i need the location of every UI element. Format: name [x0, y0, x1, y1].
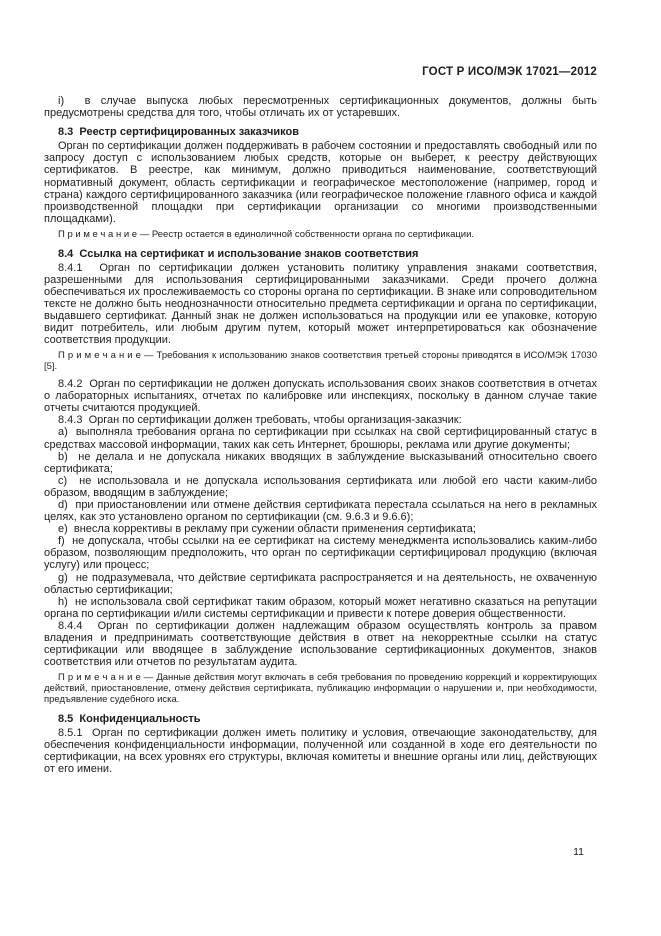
clause-8-4-1-paragraph: 8.4.1 Орган по сертификации должен установить политику управления знаками соответствия, разрешенными для использования сертифицированными заказчиками. Среди прочего должна обеспечиваться их прослеживаемость со стороны органа по сертификации. В знаке или сопроводительном тексте не должно быть неоднозначности относительно предмета сертификации и органа по сертификации, выдавшего сертификат. Данный знак не должен использоваться на продукции или ее упаковке, которую видит потребитель, или любым другим путем, который может интерпретироваться как обозначение соответствия продукции. — [44, 261, 597, 347]
section-8-3-paragraph: Орган по сертификации должен поддерживать в рабочем состоянии и предоставлять свободный или по запросу доступ с использованием любых средств, которые он выберет, к реестру действующих сертификатов. В реестре, как минимум, должно приводиться наименование, соответствующий нормативный документ, область сертификации и географическое местоположение (например, город и страна) каждого сертифицированного заказчика (или географическое положение главного офиса и каждой производственной площадки при сертификации организации со многими производственными площадками). — [44, 140, 597, 225]
page-content — [44, 66, 597, 775]
document-number-header: ГОСТ Р ИСО/МЭК 17021—2012 — [422, 66, 597, 78]
section-8-4-heading: 8.4 Ссылка на сертификат и использование знаков соответствия — [58, 247, 419, 260]
clause-8-5-1-paragraph: 8.5.1 Орган по сертификации должен иметь политику и условия, отвечающие законодательству, для обеспечения конфиденциальности информации, полученной или созданной в ходе его деятельности по сертификации, на всех уровнях его структуры, включая комитеты и внешние органы или лиц, действующих от его имени. — [44, 726, 597, 776]
list-item-c: c) не использовала и не допускала использования сертификата или любой его части каким-либо образом, вводящим в заблуждение; — [44, 474, 597, 499]
list-item-e: e) внесла коррективы в рекламу при сужении области применения сертификата; — [58, 523, 476, 536]
list-item-h: h) не использовала свой сертификат таким образом, который может негативно сказаться на репутации органа по сертификации и/или системы сертификации и привести к потере доверия общественности. — [44, 595, 597, 620]
section-8-3-note: П р и м е ч а н и е — Реестр остается в единоличной собственности органа по сертификации. — [58, 228, 475, 240]
page-number: 11 — [573, 846, 584, 858]
section-8-3-heading: 8.3 Реестр сертифицированных заказчиков — [58, 126, 299, 139]
clause-8-4-4-note: П р и м е ч а н и е — Данные действия могут включать в себя требования по проведению коррекций и корректирующих действий, приостановление, отмену действия сертификата, публикацию информации о нарушении и, при необходимости, предъявление судебного иска. — [44, 672, 597, 705]
clause-8-4-3-paragraph: 8.4.3 Орган по сертификации должен требовать, чтобы организация-заказчик: — [58, 414, 462, 427]
clause-8-4-4-paragraph: 8.4.4 Орган по сертификации должен надлежащим образом осуществлять контроль за правом владения и предпринимать соответствующие действия в ответ на некорректные ссылки на статус сертификации или вводящее в заблуждение использование сертификационных документов, знаков соответствия или отчетов по результатам аудита. — [44, 619, 597, 669]
section-8-5-heading: 8.5 Конфиденциальность — [58, 712, 201, 725]
list-item-g: g) не подразумевала, что действие сертификата распространяется и на деятельность, не охваченную областью сертификации; — [44, 571, 597, 596]
list-item-a: a) выполняла требования органа по сертификации при ссылках на свой сертифицированный статус в средствах массовой информации, таких как сеть Интернет, брошюры, реклама или другие документы; — [44, 426, 597, 451]
clause-8-4-1-note: П р и м е ч а н и е — Требования к использованию знаков соответствия третьей стороны приводятся в ИСО/МЭК 17030 [5]. — [44, 350, 597, 373]
clause-8-4-2-paragraph: 8.4.2 Орган по сертификации не должен допускать использования своих знаков соответствия в отчетах о лабораторных испытаниях, отчетах по калибровке или инспекциях, поскольку в данном случае такие отчеты считаются продукцией. — [44, 378, 597, 415]
list-item-f: f) не допускала, чтобы ссылки на ее сертификат на систему менеджмента использовались каким-либо образом, позволяющим предположить, что орган по сертификации сертифицировал продукцию (включая услугу) или процесс; — [44, 535, 597, 572]
list-item-d: d) при приостановлении или отмене действия сертификата перестала ссылаться на него в рекламных целях, как это установлено органом по сертификации (см. 9.6.3 и 9.6.6); — [44, 499, 597, 524]
list-item-b: b) не делала и не допускала никаких вводящих в заблуждение высказываний относительно своего сертификата; — [44, 450, 597, 475]
clause-i-paragraph: i) в случае выпуска любых пересмотренных сертификационных документов, должны быть предусмотрены средства для того, чтобы отличать их от устаревших. — [44, 95, 597, 120]
